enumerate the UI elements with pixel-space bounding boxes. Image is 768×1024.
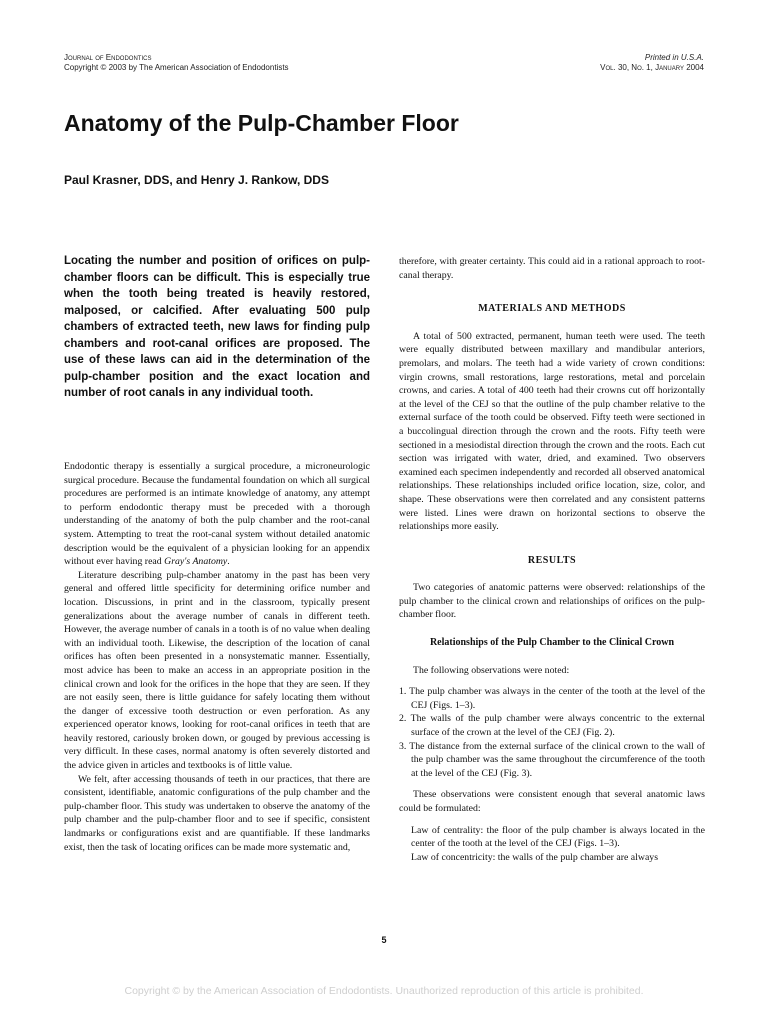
continued-paragraph: therefore, with greater certainty. This could aid in a rational approach to root-canal therapy. bbox=[399, 256, 705, 281]
article-title: Anatomy of the Pulp-Chamber Floor bbox=[64, 110, 459, 136]
law-centrality: Law of centrality: the floor of the pulp chamber is always located in the center of the tooth at the level of the CEJ (Figs. 1–3). bbox=[411, 824, 705, 850]
print-header bbox=[600, 53, 704, 73]
authors: Paul Krasner, DDS, and Henry J. Rankow, DDS bbox=[64, 173, 329, 187]
observations-intro: The following observations were noted: bbox=[413, 664, 570, 676]
right-column bbox=[399, 255, 705, 864]
study-paragraph: We felt, after accessing thousands of teeth in our practices, that there are consistent, identifiable, anatomic configurations of the pulp chamber and the pulp-chamber floor. This study was undertaken to observe the anatomy of the pulp chamber and the pulp-chamber floor and to see if specific, consistent landmarks or configurations exist and are quantifiable. If these landmarks exist, then the task of locating orifices can be made more systematic and, bbox=[64, 773, 370, 853]
intro-paragraph bbox=[64, 460, 370, 569]
book-title: Gray's Anatomy bbox=[164, 556, 228, 568]
intro-text: Endodontic therapy is essentially a surgical procedure, a microneurologic surgical procedure. Because the fundamental foundation on which all surgical procedures are performed is an intimate knowledge of anatomy, any attempt to perform endodontic therapy must be preceded with a thorough understanding of the anatomy of both the pulp chamber and the root-canal system. Attempting to treat the root-canal system without detailed anatomic description would be the equivalent of a physician looking for an appendix without ever having read bbox=[64, 461, 370, 568]
results-heading: RESULTS bbox=[527, 554, 577, 566]
abstract: Locating the number and position of orifices on pulp-chamber floors can be difficult. This is especially true when the tooth being treated is heavily restored, malposed, or calcified. After evaluating 500 pulp chambers of extracted teeth, new laws for finding pulp chambers and root-canal orifices are proposed. The use of these laws can aid in the determination of the pulp-chamber position and the exact location and number of root canals in any individual tooth. bbox=[64, 255, 370, 399]
journal-header bbox=[64, 53, 289, 73]
law-concentricity: Law of concentricity: the walls of the pulp chamber are always bbox=[411, 851, 659, 863]
copyright-footer: Copyright © by the American Association of Endodontists. Unauthorized reproduction of this article is prohibited. bbox=[124, 985, 644, 997]
results-paragraph: Two categories of anatomic patterns were observed: relationships of the pulp chamber to the clinical crown and relationships of orifices on the pulp-chamber floor. bbox=[399, 582, 705, 621]
laws-intro: These observations were consistent enough that several anatomic laws could be formulated: bbox=[399, 789, 705, 814]
printed-in: Printed in U.S.A. bbox=[644, 53, 704, 62]
page-number: 5 bbox=[381, 935, 387, 945]
volume-info: Vol. 30, No. 1, January 2004 bbox=[600, 63, 704, 72]
journal-name: Journal of Endodontics bbox=[64, 53, 152, 62]
left-column bbox=[64, 460, 370, 854]
observations-list bbox=[399, 685, 705, 780]
methods-heading: MATERIALS AND METHODS bbox=[478, 303, 626, 315]
list-item: 3. The distance from the external surface of the clinical crown to the wall of the pulp chamber was the same throughout the circumference of the tooth at the level of the CEJ (Fig. 3). bbox=[399, 740, 705, 779]
literature-paragraph: Literature describing pulp-chamber anatomy in the past has been very general and offered little specificity for determining orifice number and location. Discussions, in print and in the classroom, typically present generalizations about the average number of canals in different teeth. However, the average number of canals in a tooth is of no value when dealing with an individual tooth. Likewise, the description of the location of canal orifices has often been presented in a nonsystematic manner. Essentially, most advice has been to make an access in an appropriate position in the clinical crown and look for the orifices in the hope that they are seen. If they are not easily seen, there is little guidance for safely locating them without the danger of excessive tooth destruction or even perforation. As any experienced operator knows, looking for root-canal orifices in teeth that are heavily restored, cariously broken down, or gouged by previous accessing is very difficult. In these cases, normal anatomy is often severely distorted and the advice given in articles and textbooks is of little value. bbox=[64, 569, 370, 772]
list-item: 1. The pulp chamber was always in the center of the tooth at the level of the CEJ (Figs. 1–3). bbox=[399, 686, 705, 711]
methods-paragraph: A total of 500 extracted, permanent, human teeth were used. The teeth were equally distributed between maxillary and mandibular anteriors, premolars, and molars. The teeth had a wide variety of crown conditions: virgin crowns, small restorations, large restorations, metal and porcelain crowns, and caries. A total of 400 teeth had their crowns cut off horizontally at the level of the CEJ so that the outline of the pulp chamber relative to the external surface of the tooth could be observed. Fifty teeth were sectioned in a buccolingual direction through the crown and the roots. Fifty teeth were sectioned in a mesiodistal direction through the crown and the roots. Each cut section was irrigated with water, dried, and examined. Two observers examined each specimen independently and recorded all observed anatomical relationships. These relationships included orifice location, size, color, and shape. These observations were then correlated and any consistent patterns were listed. Lines were drawn on horizontal sections to observe the relationships more easily. bbox=[399, 330, 705, 533]
subsection-heading: Relationships of the Pulp Chamber to the Clinical Crown bbox=[429, 637, 675, 649]
list-item: 2. The walls of the pulp chamber were always concentric to the external surface of the crown at the level of the CEJ (Fig. 2). bbox=[399, 713, 705, 739]
copyright-line: Copyright © 2003 by The American Association of Endodontists bbox=[64, 63, 289, 72]
intro-end: . bbox=[227, 556, 230, 568]
